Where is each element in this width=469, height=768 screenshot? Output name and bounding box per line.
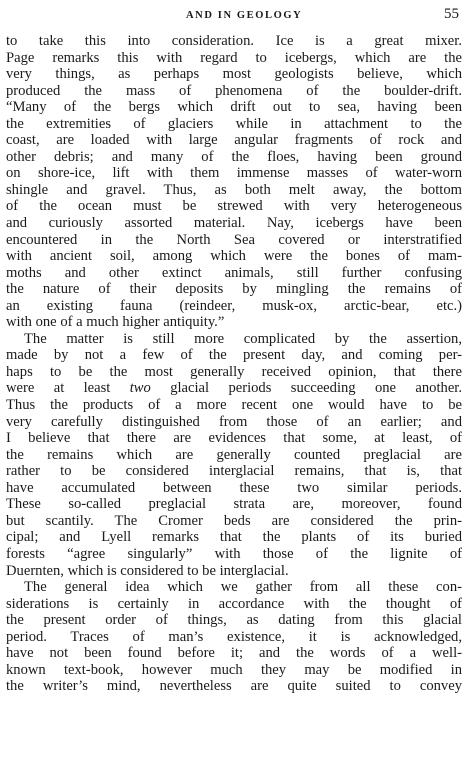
paragraph-first-line: The matter is still more complicated by the assertion, [24,330,462,347]
text-line: very things, as perhaps most geologists believe, which [6,66,462,83]
text-line: the nature of their deposits by mingling the remains of [6,281,462,298]
text-line: to take this into consideration. Ice is a great mixer. [6,33,462,49]
body-text [6,33,462,695]
text-line: known text-book, however much they may be modified in [6,661,462,678]
text-line: have accumulated between these two similar periods. [6,479,462,496]
text-line: other debris; and many of the floes, having been ground [6,148,462,165]
running-title: AND IN GEOLOGY [186,10,303,21]
text-line: and curiously assorted material. Nay, icebergs have been [6,215,462,232]
text-line: the present order of things, as dating from this glacial [6,612,462,629]
text-line: I believe that there are evidences that some, at least, of [6,430,462,447]
text-line: haps to be the most generally received opinion, that there [6,363,462,380]
text-line: Page remarks this with regard to icebergs, which are the [6,49,462,66]
text-line: siderations is certainly in accordance with the thought of [6,595,462,612]
text-line: the extremities of glaciers while in attachment to the [6,115,462,132]
text-line: forests “agree singularly” with those of the lignite of [6,545,462,562]
text-line: encountered in the North Sea covered or interstratified [6,231,462,248]
text-line: the remains which are generally counted preglacial are [6,446,462,463]
text-line: coast, are loaded with large angular fragments of rock and [6,132,462,149]
paragraph-first-line: The general idea which we gather from all these con- [24,579,462,596]
running-head [0,6,469,26]
text-line: have not been found before it; and the words of a well- [6,645,462,662]
text-line: but scantily. The Cromer beds are considered the prin- [6,512,462,529]
text-line: rather to be considered interglacial remains, that is, that [6,463,462,480]
text-line: These so-called preglacial strata are, moreover, found [6,496,462,513]
text-line: with ancient soil, among which were the bones of mam- [6,248,462,265]
text-line: made by not a few of the present day, and coming per- [6,347,462,364]
page-number: 55 [444,6,459,22]
text-line: on shore-ice, lift with them immense masses of water-worn [6,165,462,182]
text-line: very carefully distinguished from those of an earlier; and [6,413,462,430]
text-line: cipal; and Lyell remarks that the plants of its buried [6,529,462,546]
text-line: produced the mass of phenomena of the boulder-drift. [6,82,462,99]
text-line: shingle and gravel. Thus, as both melt away, the bottom [6,181,462,198]
text-line: the writer’s mind, nevertheless are quite suited to convey [6,678,462,695]
text-line: with one of a much higher antiquity.” [6,314,225,331]
text-line: “Many of the bergs which drift out to sea, having been [6,99,462,116]
text-line: an existing fauna (reindeer, musk-ox, arctic-bear, etc.) [6,297,462,314]
text-line: Thus the products of a more recent one would have to be [6,397,462,414]
text-line: period. Traces of man’s existence, it is acknowledged, [6,628,462,645]
text-line: Duernten, which is considered to be interglacial. [6,562,289,579]
text-line: moths and other extinct animals, still further confusing [6,264,462,281]
text-line: of the ocean must be strewed with very heterogeneous [6,198,462,215]
text-line: were at least two glacial periods succeeding one another. [6,380,462,397]
